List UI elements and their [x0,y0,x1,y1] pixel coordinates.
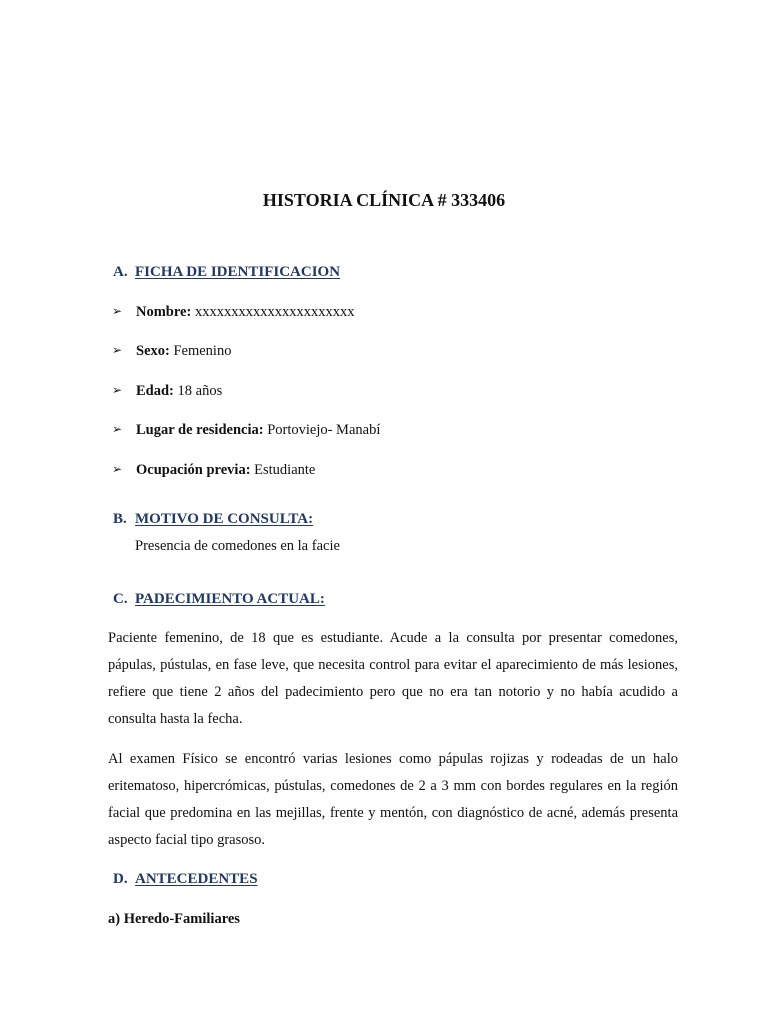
field-sexo-label: Sexo: [136,343,170,359]
arrow-bullet-icon: ➢ [112,343,123,357]
field-nombre-value: xxxxxxxxxxxxxxxxxxxxxx [194,304,355,320]
field-lugar-residencia [112,422,380,439]
field-lugar-residencia-label: Lugar de residencia: [136,422,264,438]
arrow-bullet-icon: ➢ [112,304,123,318]
field-ocupacion-value: Estudiante [254,462,316,478]
field-ocupacion-label: Ocupación previa: [136,462,251,478]
padecimiento-paragraph-2: Al examen Físico se encontró varias lesiones como pápulas rojizas y rodeadas de un halo eritematoso, hipercrómicas, pústulas, comedones de 2 a 3 mm con bordes regulares en la región facial que predomina en las mejillas, frente y mentón, con diagnóstico de acné, además presenta aspecto facial tipo grasoso. [108,751,678,848]
section-a-heading [113,264,340,281]
document-title: HISTORIA CLÍNICA # 333406 [262,190,506,210]
section-d-letter: D. [113,871,128,887]
subheading-heredo-familiares: a) Heredo-Familiares [108,911,240,927]
section-c-label: PADECIMIENTO ACTUAL: [135,591,325,607]
section-b-label: MOTIVO DE CONSULTA: [135,511,314,527]
section-a-label: FICHA DE IDENTIFICACION [135,264,341,280]
section-a-letter: A. [113,264,128,280]
section-c-heading [113,591,325,608]
section-b-heading [113,511,313,528]
section-d-heading [113,871,258,888]
section-d-label: ANTECEDENTES [135,871,258,887]
section-b-letter: B. [113,511,127,527]
field-edad [112,383,222,400]
field-sexo [112,343,231,360]
field-nombre-label: Nombre: [136,304,192,320]
arrow-bullet-icon: ➢ [112,383,123,397]
field-sexo-value: Femenino [173,343,232,359]
field-edad-label: Edad: [136,383,174,399]
field-ocupacion [112,462,315,479]
field-nombre [112,304,354,321]
arrow-bullet-icon: ➢ [112,462,123,476]
section-c-letter: C. [113,591,128,607]
arrow-bullet-icon: ➢ [112,422,123,436]
field-edad-value: 18 años [177,383,223,399]
motivo-text: Presencia de comedones en la facie [135,538,340,554]
field-lugar-residencia-value: Portoviejo- Manabí [267,422,381,438]
padecimiento-paragraph-1: Paciente femenino, de 18 que es estudiante. Acude a la consulta por presentar comedones, pápulas, pústulas, en fase leve, que necesita control para evitar el aparecimiento de más lesiones, refiere que tiene 2 años del padecimiento pero que no era tan notorio y no había acudido a consulta hasta la fecha. [108,630,678,727]
